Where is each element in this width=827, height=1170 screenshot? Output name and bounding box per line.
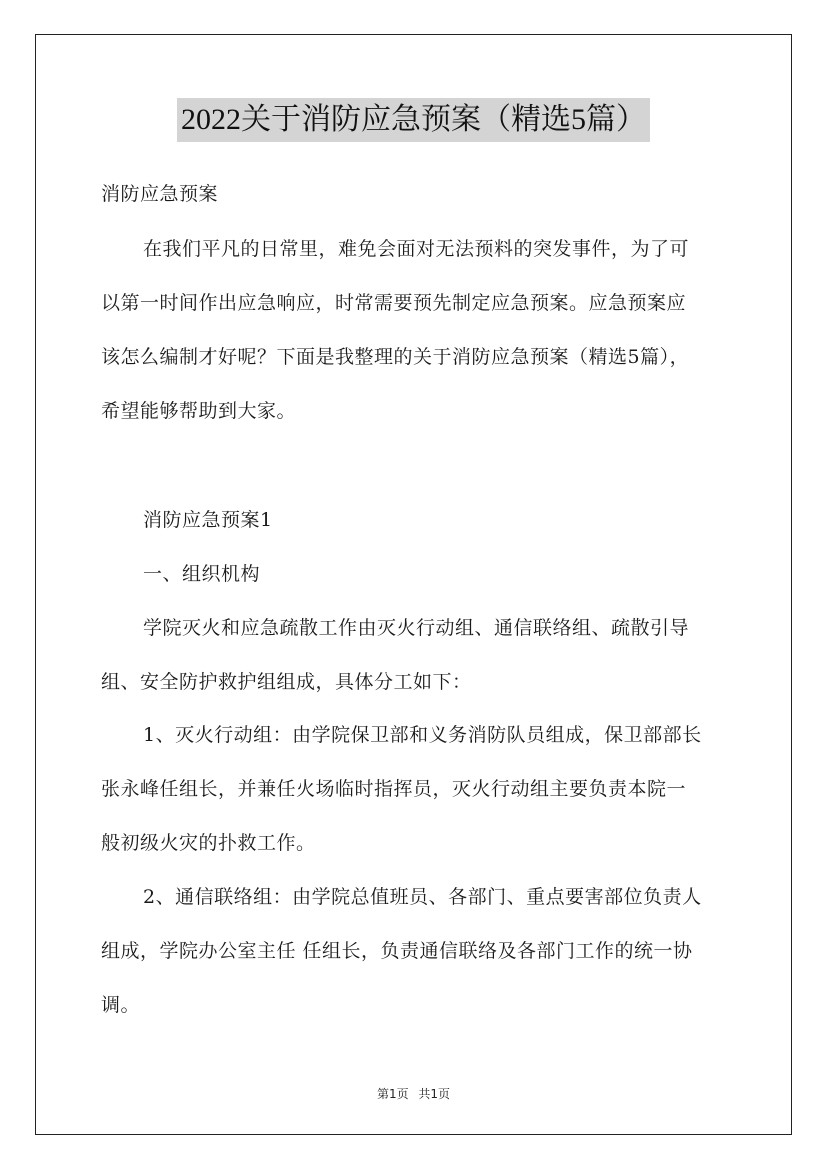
page-number: 第1页 bbox=[376, 1087, 409, 1101]
text-line: 2、通信联络组：由学院总值班员、各部门、重点要害部位负责人 bbox=[143, 886, 702, 908]
text-line: 以第一时间作出应急响应，时常需要预先制定应急预案。应急预案应 bbox=[101, 292, 687, 314]
text-line: 消防应急预案 bbox=[101, 183, 219, 205]
page-footer bbox=[0, 1085, 827, 1102]
title-container bbox=[0, 98, 827, 142]
document-title: 2022关于消防应急预案（精选5篇） bbox=[177, 98, 650, 142]
section-heading: 消防应急预案1 bbox=[143, 509, 273, 531]
text-line: 在我们平凡的日常里，难免会面对无法预料的突发事件，为了可 bbox=[143, 238, 690, 260]
text-line: 组、安全防护救护组组成，具体分工如下： bbox=[101, 671, 472, 693]
text-line: 希望能够帮助到大家。 bbox=[101, 400, 297, 422]
text-line: 般初级火灾的扑救工作。 bbox=[101, 832, 316, 854]
text-line: 1、灭火行动组：由学院保卫部和义务消防队员组成，保卫部部长 bbox=[143, 724, 702, 746]
text-line: 学院灭火和应急疏散工作由灭火行动组、通信联络组、疏散引导 bbox=[143, 617, 690, 639]
page-total: 共1页 bbox=[418, 1087, 451, 1101]
text-line: 组成，学院办公室主任 任组长，负责通信联络及各部门工作的统一协 bbox=[101, 940, 693, 962]
text-line: 该怎么编制才好呢？下面是我整理的关于消防应急预案（精选5篇）， bbox=[101, 346, 690, 368]
text-line: 调。 bbox=[101, 994, 141, 1016]
text-line: 张永峰任组长，并兼任火场临时指挥员，灭火行动组主要负责本院一 bbox=[101, 778, 687, 800]
subsection-heading: 一、组织机构 bbox=[143, 563, 261, 585]
